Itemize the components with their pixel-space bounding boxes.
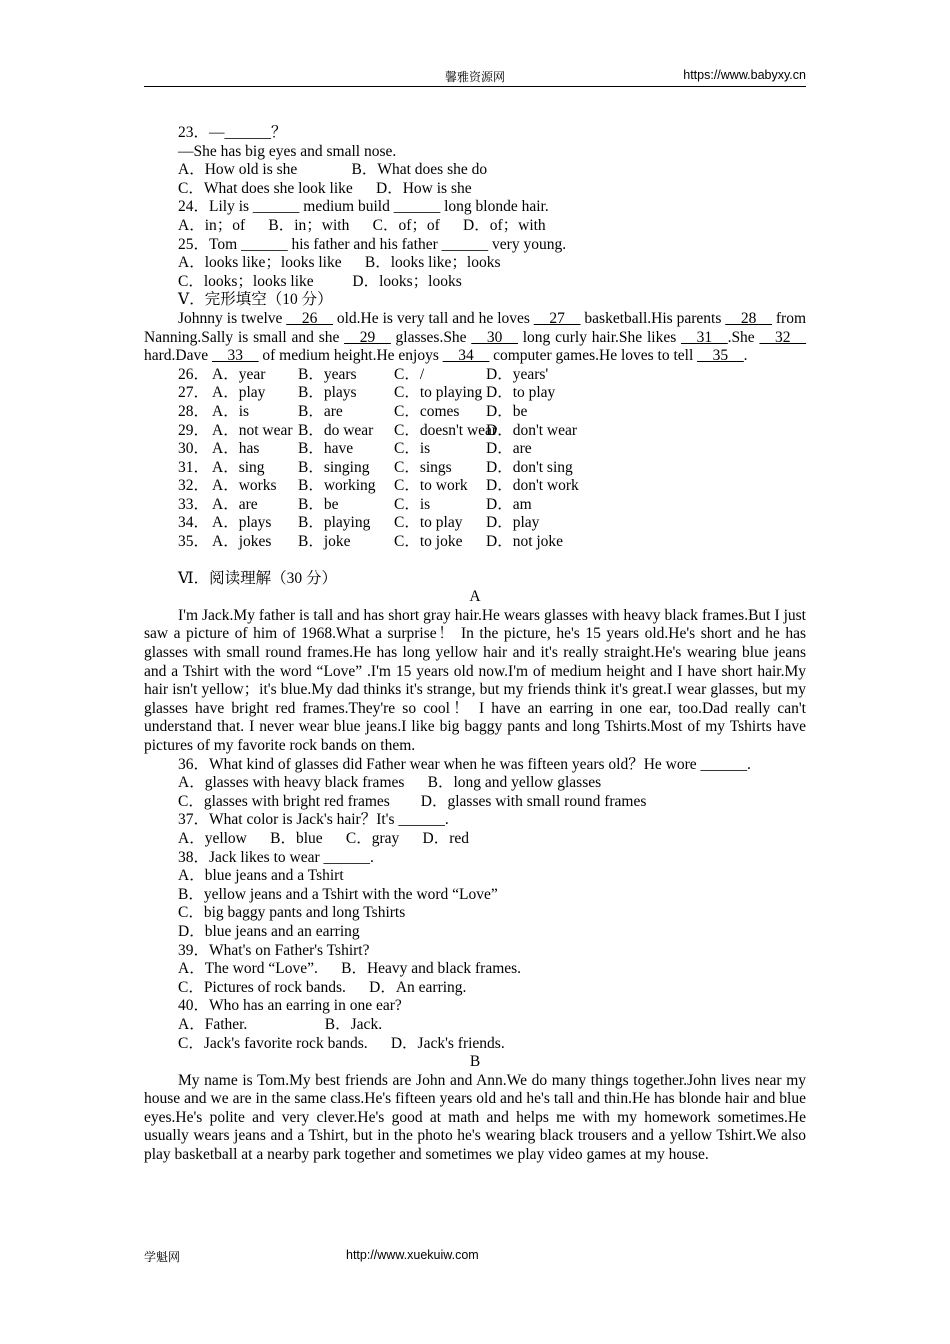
- question-39-options-2: C．Pictures of rock bands. D．An earring.: [178, 978, 467, 996]
- cloze-blank: __35__: [697, 347, 744, 365]
- option-a: A．are: [212, 495, 258, 513]
- option-c: C．is: [394, 495, 431, 513]
- cloze-blank: __31__: [681, 328, 728, 346]
- cloze-question-row: [144, 403, 806, 422]
- part-a-heading: A: [469, 588, 481, 606]
- question-number: 30．: [178, 440, 210, 458]
- cloze-question-row: [144, 422, 806, 441]
- question-38-option-b: B．yellow jeans and a Tshirt with the word “Love”: [178, 885, 498, 903]
- option-d: D．not joke: [486, 533, 564, 551]
- section-5-title: Ⅴ．完形填空（10 分）: [178, 291, 333, 309]
- cloze-text: .She: [727, 328, 760, 346]
- option-a: A．plays: [212, 514, 272, 532]
- question-number: 26．: [178, 365, 210, 383]
- cloze-blank: __30__: [471, 328, 518, 346]
- option-b: B．have: [298, 440, 354, 458]
- cloze-question-row: [144, 514, 806, 533]
- option-b: B．playing: [298, 514, 371, 532]
- passage-a: I'm Jack.My father is tall and has short gray hair.He wears glasses with heavy black frames.But I just saw a picture of him of 1968.What a surprise！ In the picture, he's 15 years old.He's short and he has glasses with small round frames.He has long yellow hair and it's really straight.He's wearing blue jeans and a Tshirt with the word “Love” .I'm 15 years old now.I'm of medium height and I have short hair.My hair isn't yellow；it's blue.My dad thinks it's strange, but my friends think it's great.I wear glasses, but my glasses have bright red frames.They're so cool！ I have an earring in one ear, too.Dad really can't understand that. I never wear blue jeans.I like big baggy pants and long Tshirts.Most of my Tshirts have pictures of my favorite rock bands on them.: [144, 606, 806, 754]
- question-23-answer: —She has big eyes and small nose.: [178, 142, 397, 160]
- cloze-blank: __34__: [442, 347, 490, 365]
- option-b: B．do wear: [298, 421, 374, 439]
- cloze-blank: __28__: [725, 309, 772, 327]
- question-37-options: A．yellow B．blue C．gray D．red: [178, 829, 470, 847]
- question-number: 35．: [178, 533, 210, 551]
- cloze-blank: __27__: [533, 309, 581, 327]
- option-c: C．comes: [394, 402, 460, 420]
- option-c: C．sings: [394, 458, 452, 476]
- option-b: B．working: [298, 477, 376, 495]
- option-b: B．plays: [298, 384, 357, 402]
- cloze-text: of medium height.He enjoys: [258, 347, 443, 365]
- option-c: C．is: [394, 440, 431, 458]
- option-d: D．don't wear: [486, 421, 578, 439]
- question-40-options-1: A．Father. B．Jack.: [178, 1015, 383, 1033]
- option-c: C．to play: [394, 514, 463, 532]
- option-b: B．are: [298, 402, 343, 420]
- cloze-questions: [144, 366, 806, 552]
- option-c: C．/: [394, 365, 425, 383]
- question-38-option-a: A．blue jeans and a Tshirt: [178, 867, 344, 885]
- option-d: D．be: [486, 402, 528, 420]
- question-25-options-1: A．looks like；looks like B．looks like；looks: [178, 254, 501, 272]
- cloze-text: old.He is very tall and he loves: [332, 309, 534, 327]
- option-d: D．years': [486, 365, 549, 383]
- part-b-heading: B: [469, 1053, 481, 1071]
- cloze-text: glasses.She: [390, 328, 472, 346]
- cloze-text: computer games.He loves to tell: [489, 347, 698, 365]
- header-site-name: 馨雅资源网: [444, 70, 505, 84]
- question-37-stem: 37．What color is Jack's hair？It's ______.: [178, 811, 449, 829]
- question-number: 32．: [178, 477, 210, 495]
- question-25-stem: 25．Tom ______ his father and his father ______ very young.: [178, 235, 567, 253]
- cloze-passage: [144, 310, 806, 366]
- option-d: D．to play: [486, 384, 556, 402]
- cloze-question-row: [144, 384, 806, 403]
- cloze-question-row: [144, 496, 806, 515]
- cloze-text: .: [743, 347, 748, 365]
- question-number: 34．: [178, 514, 210, 532]
- question-39-stem: 39．What's on Father's Tshirt?: [178, 941, 370, 959]
- cloze-text: basketball.His parents: [580, 309, 726, 327]
- question-38-option-c: C．big baggy pants and long Tshirts: [178, 904, 406, 922]
- option-b: B．singing: [298, 458, 370, 476]
- question-24-options: A．in；of B．in；with C．of；of D．of；with: [178, 216, 546, 234]
- question-23-stem: 23．—______？: [178, 124, 287, 141]
- option-b: B．joke: [298, 533, 351, 551]
- question-25-options-2: C．looks；looks like D．looks；looks: [178, 272, 462, 290]
- cloze-question-row: [144, 477, 806, 496]
- option-a: A．sing: [212, 458, 265, 476]
- question-23-options-1: A．How old is she B．What does she do: [178, 161, 488, 179]
- question-40-options-2: C．Jack's favorite rock bands. D．Jack's friends.: [178, 1034, 505, 1052]
- option-a: A．is: [212, 402, 250, 420]
- cloze-blank: __26__: [286, 309, 333, 327]
- option-b: B．be: [298, 495, 339, 513]
- option-a: A．not wear: [212, 421, 293, 439]
- cloze-question-row: [144, 533, 806, 552]
- option-c: C．to joke: [394, 533, 463, 551]
- question-number: 28．: [178, 402, 210, 420]
- question-number: 31．: [178, 458, 210, 476]
- option-d: D．play: [486, 514, 540, 532]
- question-38-stem: 38．Jack likes to wear ______.: [178, 848, 374, 866]
- question-number: 27．: [178, 384, 210, 402]
- question-38-option-d: D．blue jeans and an earring: [178, 922, 360, 940]
- option-d: D．are: [486, 440, 532, 458]
- cloze-text: Johnny is twelve: [178, 309, 287, 327]
- cloze-blank: __29__: [344, 328, 391, 346]
- cloze-blank: __32__: [759, 328, 807, 346]
- section-6-title: Ⅵ．阅读理解（30 分）: [178, 569, 337, 587]
- cloze-question-row: [144, 440, 806, 459]
- option-b: B．years: [298, 365, 357, 383]
- option-d: D．am: [486, 495, 532, 513]
- option-d: D．don't work: [486, 477, 579, 495]
- option-a: A．has: [212, 440, 260, 458]
- option-a: A．year: [212, 365, 266, 383]
- option-c: C．to work: [394, 477, 468, 495]
- option-c: C．to playing: [394, 384, 483, 402]
- question-23-options-2: C．What does she look like D．How is she: [178, 179, 472, 197]
- header-url[interactable]: https://www.babyxy.cn: [683, 68, 806, 82]
- cloze-blank: __33__: [212, 347, 259, 365]
- footer-url[interactable]: http://www.xuekuiw.com: [346, 1248, 479, 1262]
- question-number: 33．: [178, 495, 210, 513]
- question-40-stem: 40．Who has an earring in one ear?: [178, 997, 402, 1015]
- footer-site-name: 学魁网: [144, 1250, 181, 1264]
- option-d: D．don't sing: [486, 458, 573, 476]
- question-39-options-1: A．The word “Love”. B．Heavy and black frames.: [178, 960, 522, 978]
- cloze-text: from Nanning.Sally is small and she: [144, 309, 807, 346]
- passage-b: My name is Tom.My best friends are John and Ann.We do many things together.John lives near my house and we are in the same class.He's fifteen years old and he's tall and thin.He has blonde hair and blue eyes.He's polite and very clever.He's good at math and helps me with my homework sometimes.He usually wears jeans and a Tshirt, but in the photo he's wearing black trousers and a yellow Tshirt.We also play basketball at a nearby park together and sometimes we play video games at my house.: [144, 1071, 806, 1164]
- cloze-text: hard.Dave: [144, 347, 212, 365]
- option-a: A．play: [212, 384, 266, 402]
- question-36-stem: 36．What kind of glasses did Father wear when he was fifteen years old？He wore ______.: [178, 755, 751, 773]
- document-body: [144, 124, 806, 1165]
- question-number: 29．: [178, 421, 210, 439]
- question-36-options-2: C．glasses with bright red frames D．glasses with small round frames: [178, 792, 647, 810]
- cloze-question-row: [144, 459, 806, 478]
- option-c: C．doesn't wear: [394, 421, 498, 439]
- question-24-stem: 24．Lily is ______ medium build ______ long blonde hair.: [178, 198, 549, 216]
- cloze-question-row: [144, 366, 806, 385]
- page-header: [144, 66, 806, 87]
- cloze-text: long curly hair.She likes: [517, 328, 682, 346]
- option-a: A．jokes: [212, 533, 272, 551]
- option-a: A．works: [212, 477, 277, 495]
- question-36-options-1: A．glasses with heavy black frames B．long and yellow glasses: [178, 774, 602, 792]
